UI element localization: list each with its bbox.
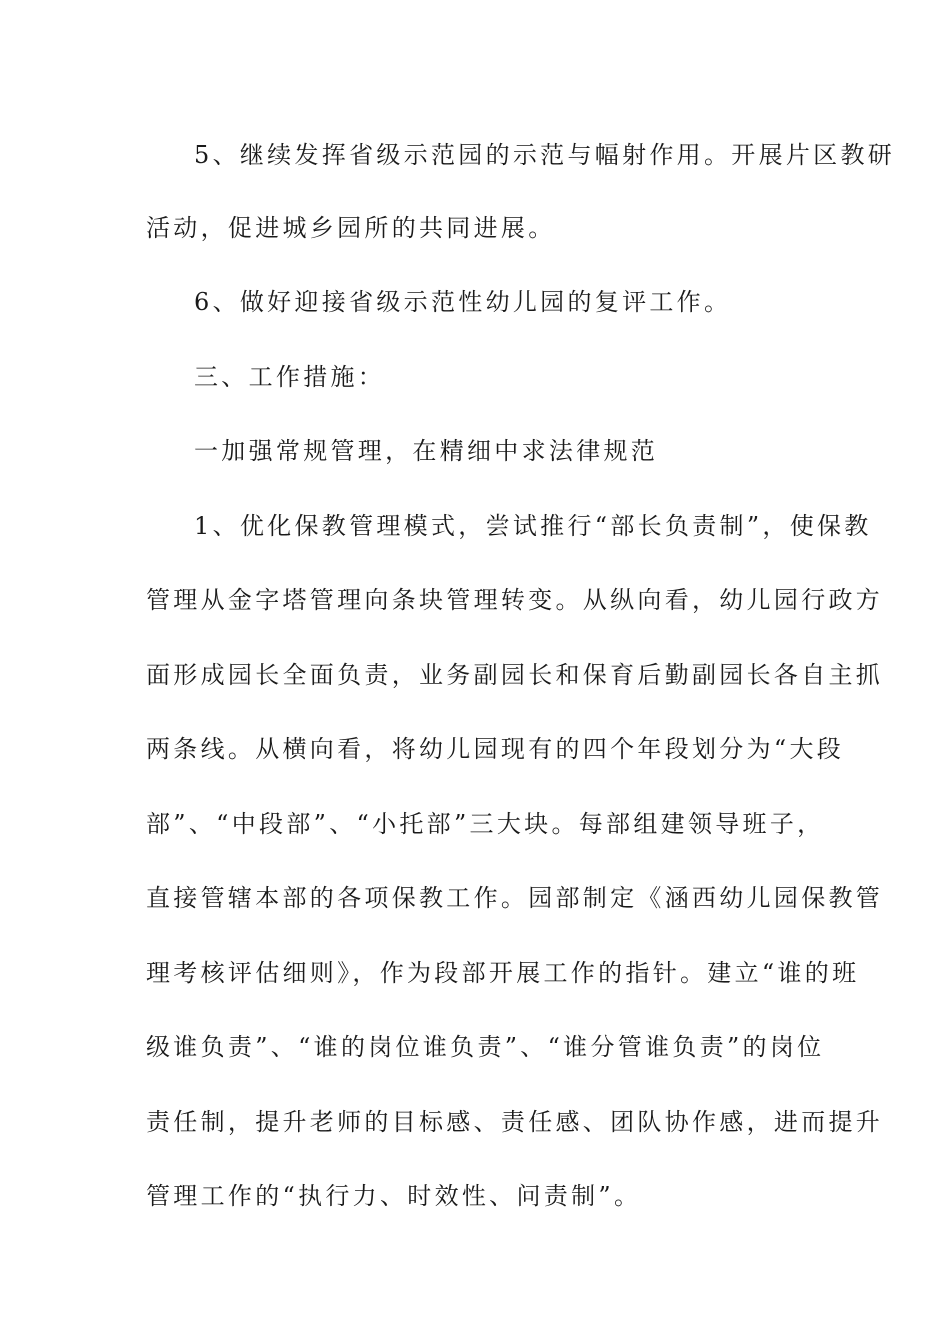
text-line: 5、继续发挥省级示范园的示范与幅射作用。开展片区教研: [194, 141, 896, 169]
text-line: 管理工作的“执行力、时效性、问责制”。: [146, 1182, 642, 1210]
text-line: 6、做好迎接省级示范性幼儿园的复评工作。: [194, 288, 732, 316]
text-line: 活动，促进城乡园所的共同进展。: [146, 214, 556, 242]
subsection-heading: 一加强常规管理，在精细中求法律规范: [194, 437, 659, 465]
text-line: 理考核评估细则》，作为段部开展工作的指针。建立“谁的班: [146, 959, 860, 987]
text-line: 两条线。从横向看，将幼儿园现有的四个年段划分为“大段: [146, 735, 845, 763]
section-heading: 三、工作措施：: [194, 363, 386, 391]
text-line: 责任制，提升老师的目标感、责任感、团队协作感，进而提升: [146, 1108, 884, 1136]
text-line: 管理从金字塔管理向条块管理转变。从纵向看，幼儿园行政方: [146, 586, 884, 614]
text-line: 面形成园长全面负责，业务副园长和保育后勤副园长各自主抓: [146, 661, 884, 689]
text-line: 部”、“中段部”、“小托部”三大块。每部组建领导班子，: [146, 810, 825, 838]
text-line: 1、优化保教管理模式，尝试推行“部长负责制”，使保教: [194, 512, 872, 540]
text-line: 直接管辖本部的各项保教工作。园部制定《涵西幼儿园保教管: [146, 884, 884, 912]
text-line: 级谁负责”、“谁的岗位谁负责”、“谁分管谁负责”的岗位: [146, 1033, 825, 1061]
